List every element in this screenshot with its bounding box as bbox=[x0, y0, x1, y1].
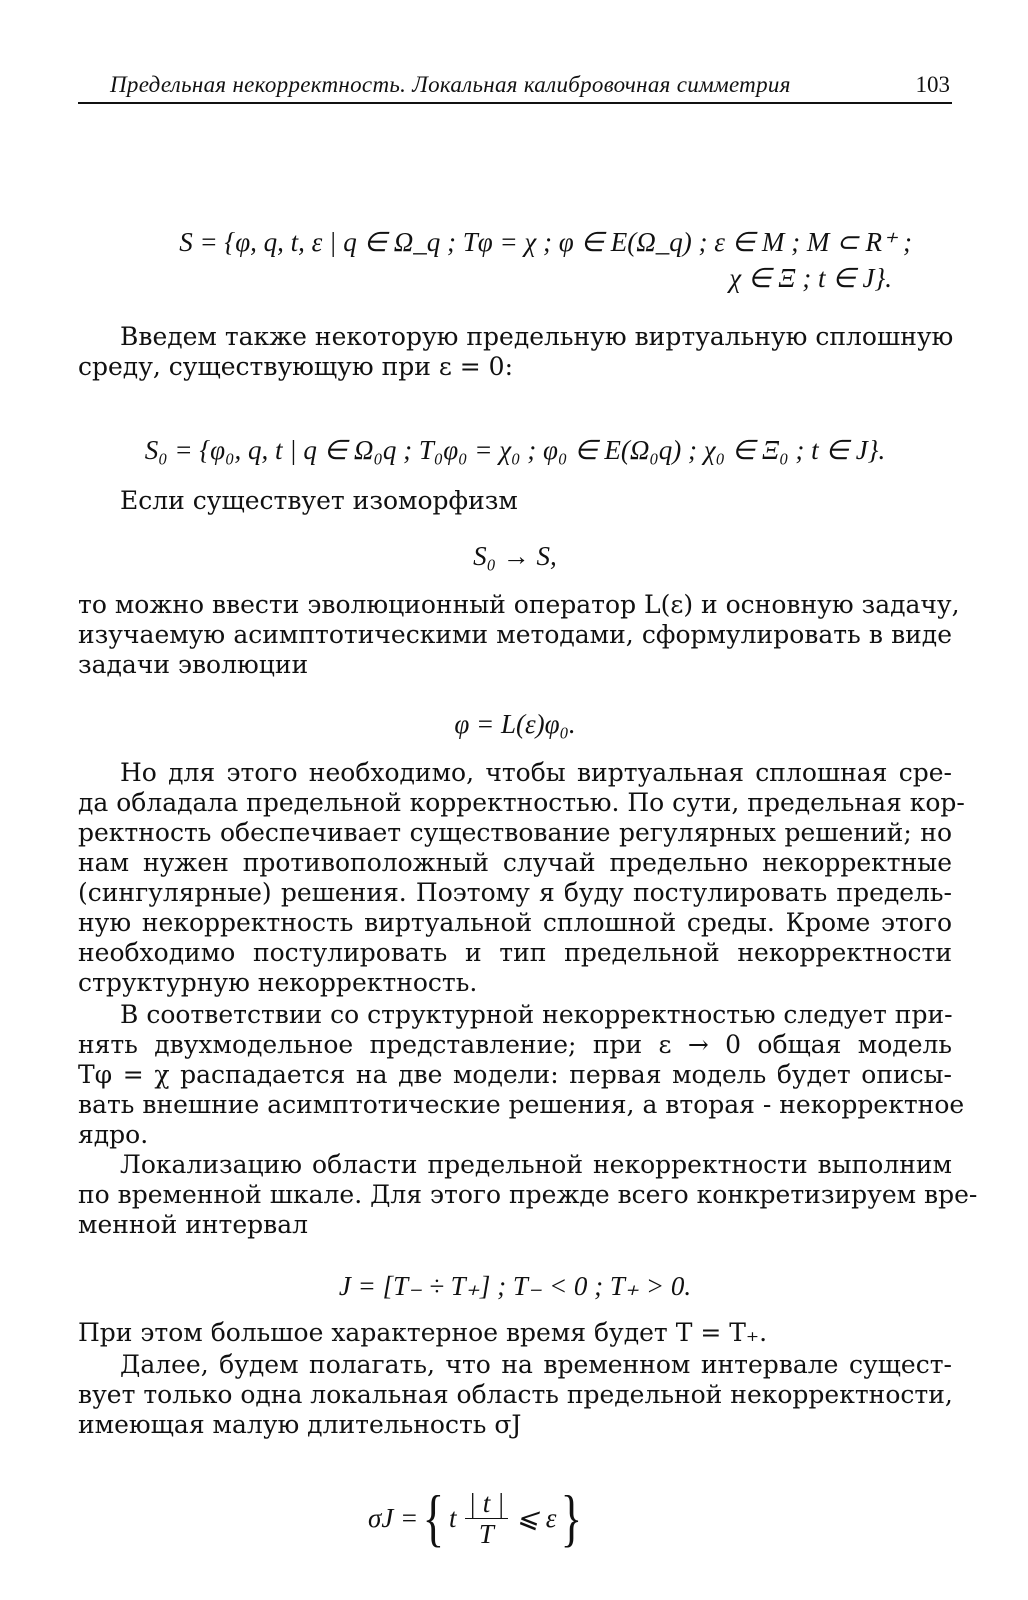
formula-sigma-j-lhs: σJ = bbox=[368, 1502, 419, 1533]
formula-interval: J = [T₋ ÷ T₊] ; T₋ < 0 ; T₊ > 0. bbox=[338, 1271, 692, 1301]
paragraph-line: ную некорректность виртуальной сплошной среды. Кроме этого bbox=[78, 908, 952, 937]
paragraph-line: по временной шкале. Для этого прежде всего конкретизируем вре- bbox=[78, 1180, 978, 1209]
formula-s-line2: χ ∈ Ξ ; t ∈ J}. bbox=[729, 263, 892, 293]
right-brace-glyph: } bbox=[560, 1482, 583, 1553]
formula-evolution: φ = L(ε)φ₀. bbox=[454, 709, 576, 739]
paragraph-line: (сингулярные) решения. Поэтому я буду постулировать предель- bbox=[78, 878, 952, 907]
left-brace-glyph: { bbox=[422, 1482, 445, 1553]
paragraph-line: вует только одна локальная область предельной некорректности, bbox=[78, 1380, 953, 1409]
formula-isomorphism: S₀ → S, bbox=[473, 541, 557, 571]
formula-s0: S₀ = {φ₀, q, t | q ∈ Ω₀q ; T₀φ₀ = χ₀ ; φ₀ ∈ E(Ω₀q) ; χ₀ ∈ Ξ₀ ; t ∈ J}. bbox=[144, 435, 886, 465]
paragraph-line: Tφ = χ распадается на две модели: первая модель будет описы- bbox=[78, 1060, 952, 1089]
running-title: Предельная некорректность. Локальная калибровочная симметрия bbox=[110, 72, 791, 97]
paragraph-line: менной интервал bbox=[78, 1210, 309, 1239]
fraction bbox=[465, 1488, 509, 1549]
page-number: 103 bbox=[915, 72, 950, 97]
paragraph-line: необходимо постулировать и тип предельной некорректности bbox=[78, 938, 952, 967]
formula-sigma-j bbox=[368, 1478, 587, 1558]
paragraph-line: ядро. bbox=[78, 1120, 149, 1149]
paragraph-line: В соответствии со структурной некорректностью следует при- bbox=[120, 1000, 953, 1029]
formula-s-line1: S = {φ, q, t, ε | q ∈ Ω_q ; Tφ = χ ; φ ∈ E(Ω_q) ; ε ∈ M ; M ⊂ R⁺ ; bbox=[179, 227, 912, 257]
paragraph-line: нять двухмодельное представление; при ε → 0 общая модель bbox=[78, 1030, 952, 1059]
paragraph-line: структурную некорректность. bbox=[78, 968, 478, 997]
paragraph-line: да обладала предельной корректностью. По сути, предельная кор- bbox=[78, 788, 965, 817]
paragraph-line: Локализацию области предельной некорректности выполним bbox=[120, 1150, 952, 1179]
paragraph-line: Далее, будем полагать, что на временном интервале сущест- bbox=[120, 1350, 952, 1379]
fraction-numerator: | t | bbox=[465, 1488, 509, 1519]
formula-sigma-j-relation: ⩽ ε bbox=[516, 1502, 557, 1533]
paragraph-line: При этом большое характерное время будет T = T₊. bbox=[78, 1318, 768, 1347]
paragraph-line: то можно ввести эволюционный оператор L(ε) и основную задачу, bbox=[78, 590, 960, 619]
paragraph-line: Но для этого необходимо, чтобы виртуальная сплошная сре- bbox=[120, 758, 952, 787]
paragraph-line: задачи эволюции bbox=[78, 650, 309, 679]
paragraph-line: нам нужен противоположный случай предельно некорректные bbox=[78, 848, 952, 877]
header-rule bbox=[78, 102, 952, 104]
paragraph-line: Введем также некоторую предельную виртуальную сплошную bbox=[120, 322, 954, 351]
fraction-denominator: T bbox=[478, 1518, 494, 1549]
paragraph-line: вать внешние асимптотические решения, а вторая - некорректное bbox=[78, 1090, 965, 1119]
paragraph-line: среду, существующую при ε = 0: bbox=[78, 352, 513, 381]
paragraph-line: ректность обеспечивает существование регулярных решений; но bbox=[78, 818, 952, 847]
formula-sigma-j-t: t bbox=[449, 1502, 457, 1533]
paragraph-line: имеющая малую длительность σJ bbox=[78, 1410, 522, 1439]
paragraph-line: Если существует изоморфизм bbox=[120, 486, 518, 515]
paragraph-line: изучаемую асимптотическими методами, сформулировать в виде bbox=[78, 620, 952, 649]
